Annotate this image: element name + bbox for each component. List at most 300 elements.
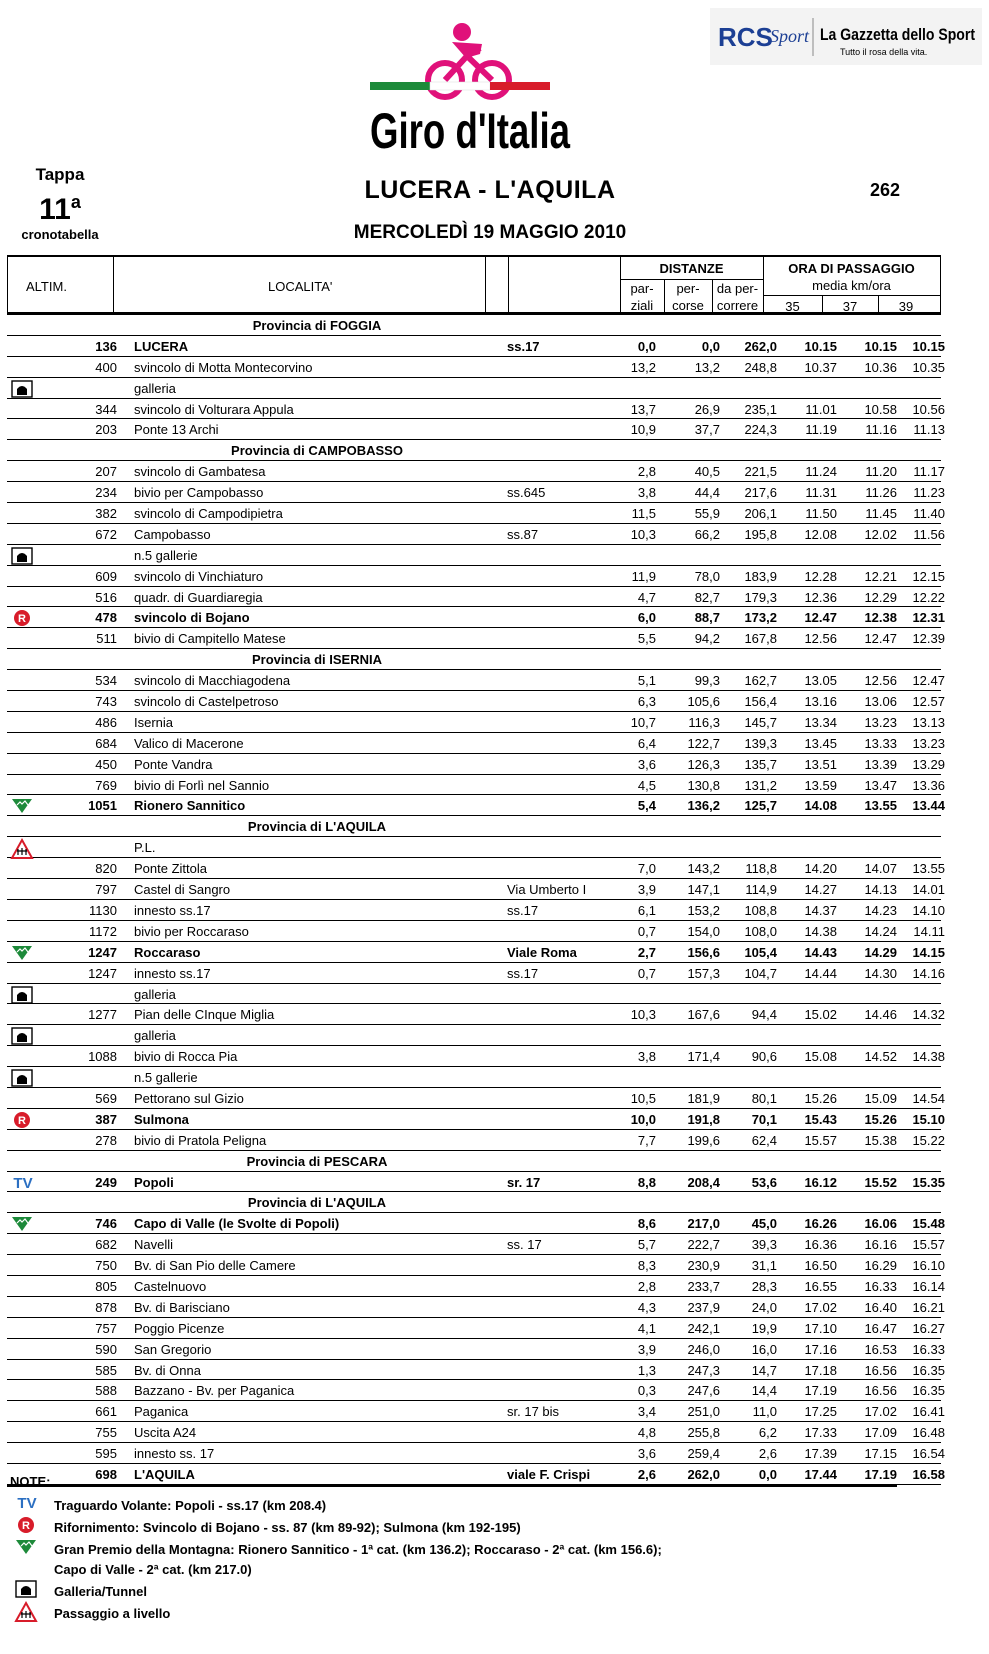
cell-alt: 382 [95,506,117,522]
col-percorse-2: corse [672,298,704,313]
cell-h39: 15.35 [912,1174,945,1190]
cell-h35: 14.37 [804,902,837,918]
cell-h37: 16.56 [864,1383,897,1399]
cell-alt: 661 [95,1404,117,1420]
col-parziali: par- [630,281,654,296]
cell-h35: 13.34 [804,714,837,730]
cell-h37: 14.07 [864,861,897,877]
cell-h35: 12.36 [804,589,837,605]
cell-p2: 242,1 [687,1320,720,1336]
cell-p1: 7,7 [637,1132,656,1148]
cell-h39: 16.14 [912,1278,945,1294]
table-row [7,1360,945,1381]
table-row [7,419,945,440]
cell-h35: 14.38 [804,923,837,939]
cell-alt: 1277 [88,1007,117,1023]
cell-p3: 135,7 [744,756,777,772]
cell-loc: Valico di Macerone [134,735,244,751]
table-row [7,1276,945,1297]
col-speed-37: 37 [842,299,858,314]
cell-p3: 167,8 [744,631,777,647]
cell-h37: 14.13 [864,882,897,898]
cell-h35: 10.15 [804,338,837,354]
feed-zone-icon [11,1111,33,1128]
cronotabella-label: cronotabella [21,227,99,242]
cell-h37: 14.24 [864,923,897,939]
cell-h39: 14.38 [912,1049,945,1065]
cell-p2: 233,7 [687,1278,720,1294]
cell-h37: 14.23 [864,902,897,918]
cell-h37: 14.30 [864,965,897,981]
level-crossing-icon [11,839,33,856]
cell-h37: 13.23 [864,714,897,730]
cell-p1: 8,8 [637,1174,656,1190]
cell-h35: 17.33 [804,1425,837,1441]
cell-h39: 13.29 [912,756,945,772]
cell-p3: 125,7 [744,798,777,814]
cell-p1: 4,1 [637,1320,656,1336]
tunnel-icon [15,1580,37,1600]
cell-p3: 108,0 [744,923,777,939]
cell-loc: P.L. [134,840,156,856]
cell-h35: 12.56 [804,631,837,647]
cell-p3: 28,3 [751,1278,777,1294]
cell-p2: 171,4 [687,1049,720,1065]
tappa-label: Tappa [35,165,85,184]
cell-h39: 14.11 [913,923,945,939]
cell-h37: 10.15 [864,338,897,354]
cell-p3: 53,6 [751,1174,777,1190]
notes-title: NOTE: [10,1474,51,1489]
intermediate-sprint-icon [15,1494,37,1514]
cell-h39: 16.21 [912,1299,945,1315]
cell-p2: 99,3 [694,673,720,689]
cell-h37: 12.56 [864,673,897,689]
cell-p3: 248,8 [744,359,777,375]
cell-p1: 6,1 [637,902,656,918]
province-name: Provincia di L'AQUILA [247,819,387,835]
feed-zone-icon [15,1516,37,1536]
cell-h35: 15.26 [804,1090,837,1106]
cell-h37: 12.02 [864,526,897,542]
cell-loc: svincolo di Motta Montecorvino [134,359,313,375]
cell-loc: Ponte 13 Archi [134,422,219,438]
table-row [7,566,945,587]
cell-p1: 5,5 [637,631,656,647]
province-header [7,816,941,837]
svg-text:La Gazzetta dello Sport: La Gazzetta dello Sport [820,25,976,44]
table-row [7,900,945,921]
cell-h35: 11.31 [805,485,837,501]
cell-loc: galleria [134,986,176,1002]
svg-text:R: R [18,613,26,626]
cell-p3: 104,7 [744,965,777,981]
cell-h39: 14.10 [912,902,945,918]
cell-loc: bivio di Rocca Pia [134,1049,238,1065]
note-text: Rifornimento: Svincolo di Bojano - ss. 87 (km 89-92); Sulmona (km 192-195) [54,1520,521,1535]
cell-h35: 16.26 [804,1216,837,1232]
cell-p1: 5,7 [637,1237,656,1253]
mountain-prize-icon [11,1215,33,1232]
cell-h35: 13.45 [804,735,837,751]
table-row [7,461,945,482]
cell-h39: 11.40 [913,506,945,522]
timetable [7,255,945,1487]
cell-p1: 8,6 [637,1216,656,1232]
cell-p1: 10,5 [630,1090,656,1106]
cell-alt: 1172 [89,923,117,939]
cell-p1: 2,8 [637,464,656,480]
table-row [7,357,945,378]
cell-p3: 145,7 [744,714,777,730]
cell-h35: 12.28 [804,568,837,584]
cell-p3: 31,1 [751,1258,777,1274]
cell-alt: 1088 [88,1049,117,1065]
cell-loc: Bv. di Onna [134,1362,201,1378]
cell-loc: Isernia [134,714,174,730]
cell-loc: Poggio Picenze [134,1320,225,1336]
cell-h35: 17.10 [804,1320,837,1336]
cell-alt: 387 [95,1111,117,1127]
tappa-number: 11$^a$ [39,192,81,226]
cell-h37: 17.09 [864,1425,897,1441]
province-name: Provincia di FOGGIA [252,318,382,333]
cell-p3: 195,8 [744,526,777,542]
col-percorse: per- [676,281,700,296]
cell-loc: svincolo di Volturara Appula [134,401,294,417]
cell-alt: 534 [95,673,117,689]
feed-zone-icon [11,609,33,626]
cell-p2: 255,8 [687,1425,720,1441]
cell-h37: 17.02 [864,1404,897,1420]
cell-p1: 6,3 [637,694,656,710]
cell-p2: 237,9 [687,1299,720,1315]
cell-p1: 3,8 [637,485,656,501]
cell-h35: 17.16 [804,1341,837,1357]
table-row [7,1109,945,1130]
cell-p2: 167,6 [687,1007,720,1023]
cell-loc: Ponte Zittola [134,861,207,877]
cell-h37: 13.33 [864,735,897,751]
cell-p3: 179,3 [744,589,777,605]
cell-alt: 450 [95,756,117,772]
cell-p1: 2,8 [637,1278,656,1294]
cell-alt: 750 [95,1258,117,1274]
cell-loc: innesto ss.17 [134,965,211,981]
cell-alt: 588 [95,1383,117,1399]
cell-p3: 131,2 [744,777,777,793]
cell-h39: 16.27 [912,1320,945,1336]
cell-p2: 37,7 [694,422,720,438]
cell-p3: 173,2 [744,610,777,626]
cell-p2: 247,3 [687,1362,720,1378]
cell-h35: 14.44 [804,965,837,981]
cell-p2: 105,6 [687,694,720,710]
note-text: Passaggio a livello [54,1606,171,1621]
table-row [7,1422,945,1443]
note-text: Galleria/Tunnel [54,1584,147,1599]
cell-h37: 11.26 [865,485,897,501]
cell-alt: 278 [95,1132,117,1148]
cell-h35: 14.20 [804,861,837,877]
cell-loc: innesto ss.17 [134,902,211,918]
route-title: LUCERA - L'AQUILA [364,176,616,204]
cell-p1: 0,7 [637,965,656,981]
table-row [7,399,945,420]
cell-p3: 183,9 [744,568,777,584]
cell-loc: Capo di Valle (le Svolte di Popoli) [134,1216,340,1232]
cell-loc: quadr. di Guardiaregia [134,589,263,605]
cell-road: viale F. Crispi [507,1466,591,1482]
cell-p3: 217,6 [744,485,777,501]
cell-p3: 39,3 [751,1237,777,1253]
cell-p1: 6,4 [637,735,656,751]
cell-road: Viale Roma [507,944,577,960]
cell-h37: 10.58 [864,401,897,417]
col-ora: ORA DI PASSAGGIO [788,261,915,276]
cell-alt: 746 [95,1216,117,1232]
cell-alt: 249 [95,1174,117,1190]
cell-h35: 17.25 [804,1404,837,1420]
cell-h35: 11.24 [805,464,837,480]
cell-h37: 12.38 [864,610,897,626]
cell-p2: 66,2 [694,526,720,542]
table-row [7,691,945,712]
mountain-prize-icon [11,797,33,814]
table-row [7,670,945,691]
cell-p2: 78,0 [694,568,720,584]
cell-p2: 181,9 [687,1090,720,1106]
table-row [7,1401,945,1422]
cell-alt: 820 [95,861,117,877]
cell-h39: 12.47 [912,673,945,689]
cell-loc: San Gregorio [134,1341,212,1357]
province-header [7,1192,941,1213]
table-row [7,545,941,566]
cell-alt: 684 [95,735,117,751]
cell-alt: 590 [95,1341,117,1357]
cell-alt: 682 [95,1237,117,1253]
cell-h35: 12.47 [804,610,837,626]
table-row [7,378,941,399]
cell-alt: 207 [95,464,117,480]
table-row [7,1297,945,1318]
table-row [7,942,945,963]
cell-p2: 208,4 [687,1174,720,1190]
cell-h39: 15.48 [912,1216,945,1232]
note-text: Traguardo Volante: Popoli - ss.17 (km 208.4) [54,1498,327,1513]
table-row [7,1464,945,1485]
table-row [7,524,945,545]
cell-p2: 55,9 [694,506,720,522]
table-row [7,733,945,754]
cell-h39: 14.54 [912,1090,945,1106]
cell-h35: 15.08 [804,1049,837,1065]
cell-h37: 16.56 [864,1362,897,1378]
cell-alt: 797 [95,882,117,898]
cell-h37: 12.29 [864,589,897,605]
cell-p1: 3,9 [637,1341,656,1357]
cell-h35: 17.39 [804,1446,837,1462]
cell-h37: 15.38 [864,1132,897,1148]
cell-h39: 10.15 [912,338,945,354]
cell-h35: 15.57 [804,1132,837,1148]
cell-loc: svincolo di Bojano [134,610,250,626]
cell-p2: 143,2 [687,861,720,877]
cell-loc: galleria [134,1028,176,1044]
cell-p2: 44,4 [694,485,720,501]
cell-h37: 15.09 [864,1090,897,1106]
cell-p3: 2,6 [758,1446,777,1462]
cell-p1: 3,4 [637,1404,656,1420]
table-row [7,607,945,628]
cell-loc: Popoli [134,1174,174,1190]
cell-h37: 16.16 [864,1237,897,1253]
cell-loc: bivio di Campitello Matese [134,631,286,647]
cell-alt: 757 [95,1320,117,1336]
cell-h37: 10.36 [864,359,897,375]
cell-p2: 222,7 [687,1237,720,1253]
cell-h39: 14.32 [912,1007,945,1023]
cell-h39: 16.54 [912,1446,945,1462]
cell-road: ss.17 [507,965,539,981]
table-row [7,587,945,608]
cell-p1: 13,2 [630,359,656,375]
cell-p3: 6,2 [758,1425,777,1441]
cell-h39: 10.56 [912,401,945,417]
cell-h37: 17.19 [864,1466,897,1482]
cell-alt: 511 [96,631,117,647]
province-name: Provincia di PESCARA [246,1153,388,1169]
cell-alt: 595 [95,1446,117,1462]
cell-alt: 516 [95,589,117,605]
cell-alt: 486 [95,714,117,730]
cell-loc: galleria [134,380,176,396]
cell-alt: 1051 [88,798,117,814]
province-name: Provincia di ISERNIA [251,652,383,668]
cell-h39: 12.39 [912,631,945,647]
cell-loc: Castel di Sangro [134,882,231,898]
tunnel-icon [11,547,33,564]
cell-p1: 11,5 [631,506,656,522]
col-speed-39: 39 [898,299,914,314]
cell-h35: 17.18 [804,1362,837,1378]
cell-p1: 5,1 [637,673,656,689]
cell-p3: 221,5 [744,464,777,480]
col-dapercorrere-2: correre [716,298,759,313]
cell-loc: Bv. di Barisciano [134,1299,230,1315]
cell-alt: 203 [95,422,117,438]
cell-p3: 105,4 [744,944,777,960]
cell-p2: 147,1 [687,882,720,898]
cell-h37: 11.45 [865,506,897,522]
cell-alt: 234 [95,485,117,501]
cell-p2: 130,8 [687,777,720,793]
stage-date: MERCOLEDÌ 19 MAGGIO 2010 [353,222,627,243]
cell-h37: 16.53 [864,1341,897,1357]
cell-h35: 11.01 [805,401,837,417]
table-row [7,1130,945,1151]
cell-p3: 206,1 [744,506,777,522]
cell-h39: 15.57 [912,1237,945,1253]
cell-loc: svincolo di Macchiagodena [134,673,291,689]
cell-p3: 139,3 [744,735,777,751]
cell-alt: 136 [95,338,117,354]
cell-p3: 108,8 [744,902,777,918]
cell-alt: 609 [95,568,117,584]
cell-p2: 136,2 [687,798,720,814]
col-media: media km/ora [812,278,891,293]
cell-p2: 199,6 [687,1132,720,1148]
cell-loc: Ponte Vandra [134,756,213,772]
cell-road: sr. 17 [507,1174,541,1190]
cell-h37: 13.47 [864,777,897,793]
cell-h39: 16.48 [912,1425,945,1441]
cell-h39: 11.56 [913,526,945,542]
cell-p3: 162,7 [744,673,777,689]
cell-p2: 247,6 [687,1383,720,1399]
cell-p1: 5,4 [637,798,656,814]
cell-p1: 13,7 [630,401,656,417]
table-row [7,1046,945,1067]
cell-loc: svincolo di Castelpetroso [134,694,279,710]
cell-road: ss. 17 [507,1237,542,1253]
cell-p3: 224,3 [744,422,777,438]
cell-loc: svincolo di Gambatesa [134,464,266,480]
table-row [7,1255,945,1276]
table-row [7,837,941,858]
province-name: Provincia di CAMPOBASSO [231,443,403,459]
cell-road: ss.87 [507,526,539,542]
col-distanze: DISTANZE [659,261,724,276]
cell-loc: bivio per Campobasso [134,485,264,501]
cell-loc: Rionero Sannitico [134,798,246,814]
cell-road: ss.17 [507,338,540,354]
cell-loc: bivio di Pratola Peligna [134,1132,267,1148]
table-row [7,712,945,733]
cell-loc: bivio per Roccaraso [134,923,249,939]
cell-p1: 0,7 [637,923,656,939]
cell-p3: 0,0 [758,1466,777,1482]
table-row [7,879,945,900]
cell-alt: 1247 [88,965,117,981]
cell-h37: 11.20 [865,464,897,480]
cell-p1: 4,8 [637,1425,656,1441]
cell-alt: 698 [95,1466,117,1482]
cell-h35: 14.43 [804,944,837,960]
cell-h35: 13.59 [804,777,837,793]
cell-p2: 26,9 [694,401,720,417]
level-crossing-icon [15,1602,37,1622]
cell-p3: 262,0 [744,338,777,354]
cell-loc: LUCERA [134,338,189,354]
cell-h39: 16.41 [912,1404,945,1420]
cell-h39: 13.44 [912,798,945,814]
cell-loc: bivio di Forlì nel Sannio [134,777,270,793]
cell-p1: 2,7 [637,944,656,960]
cell-h35: 13.51 [804,756,837,772]
svg-text:TV: TV [13,1174,33,1192]
cell-loc: innesto ss. 17 [134,1446,215,1462]
table-row [7,482,945,503]
cell-h35: 17.02 [804,1299,837,1315]
cell-p1: 10,0 [630,1111,656,1127]
tunnel-icon [11,986,33,1003]
table-row [7,503,945,524]
cell-h37: 14.29 [864,944,897,960]
cell-h35: 15.02 [804,1007,837,1023]
cell-p1: 10,3 [630,526,656,542]
